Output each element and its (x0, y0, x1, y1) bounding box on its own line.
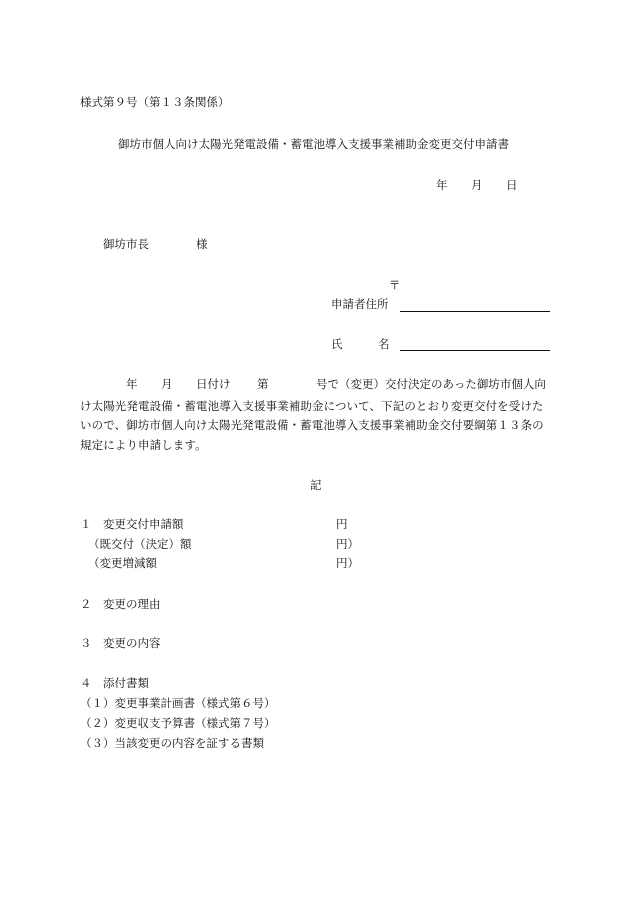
addressee-honorific: 様 (196, 237, 208, 251)
form-number: 様式第９号（第１３条関係） (80, 95, 230, 109)
document-title: 御坊市個人向け太陽光発電設備・蓄電池導入支援事業補助金変更交付申請書 (118, 137, 509, 151)
ki-heading: 記 (310, 478, 322, 492)
item-1a-label: （既交付（決定）額 (88, 537, 192, 551)
attachment-2: （２）変更収支予算書（様式第７号） (80, 716, 276, 730)
item-1-label: １ 変更交付申請額 (80, 517, 184, 531)
name-underline (400, 350, 550, 351)
body-line-2: け太陽光発電設備・蓄電池導入支援事業補助金について、下記のとおり変更交付を受けた (80, 399, 544, 413)
name-label-second: 名 (378, 337, 390, 351)
item-1-unit: 円 (336, 517, 348, 531)
date-day-label: 日 (506, 178, 518, 192)
item-1b-label: （変更増減額 (88, 556, 157, 570)
body-line-4: 規定により申請します。 (80, 438, 207, 452)
item-2-label: ２ 変更の理由 (80, 597, 161, 611)
item-3-label: ３ 変更の内容 (80, 636, 161, 650)
address-underline (400, 311, 550, 312)
date-year-label: 年 (436, 178, 448, 192)
postal-mark: 〒 (389, 278, 401, 292)
name-label-first: 氏 (331, 337, 343, 351)
addressee-name: 御坊市長 (103, 237, 149, 251)
item-1b-unit: 円） (336, 556, 359, 570)
item-4-label: ４ 添付書類 (80, 676, 149, 690)
item-1a-unit: 円） (336, 537, 359, 551)
date-month-label: 月 (471, 178, 483, 192)
body-number-prefix: 第 (257, 377, 269, 391)
attachment-1: （１）変更事業計画書（様式第６号） (80, 696, 276, 710)
body-day: 日付け (196, 377, 231, 391)
body-month: 月 (161, 377, 173, 391)
address-label: 申請者住所 (331, 297, 389, 311)
attachment-3: （３）当該変更の内容を証する書類 (80, 736, 264, 750)
body-year: 年 (126, 377, 138, 391)
body-line-3: いので、御坊市個人向け太陽光発電設備・蓄電池導入支援事業補助金交付要綱第１３条の (80, 418, 544, 432)
body-line-1-rest: 号で（変更）交付決定のあった御坊市個人向 (316, 377, 546, 391)
